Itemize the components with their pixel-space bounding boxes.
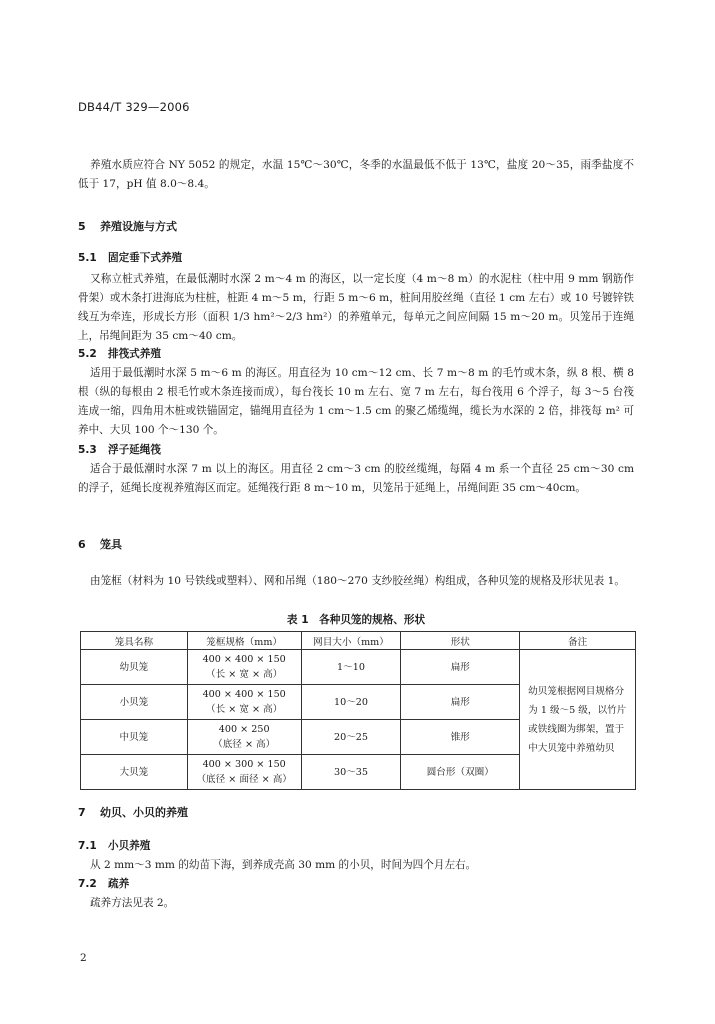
document-code-header: DB44/T 329—2006 <box>78 100 190 114</box>
cage-name-cell: 中贝笼 <box>81 720 188 755</box>
section-title: 排筏式养殖 <box>108 348 161 360</box>
section-7-2-text: 疏养方法见表 2。 <box>90 897 175 909</box>
frame-spec-legend: （底径 × 面径 × 高） <box>196 774 292 785</box>
shape-cell: 扁形 <box>401 685 520 720</box>
table-1-caption: 表 1 各种贝笼的规格、形状 <box>286 614 426 626</box>
cage-spec-table <box>80 631 636 790</box>
column-header: 笼框规格（mm） <box>187 632 301 650</box>
section-number: 5 <box>78 220 86 233</box>
section-5-1-heading <box>78 250 182 265</box>
frame-spec-cell <box>187 650 301 685</box>
frame-spec-legend: （长 × 宽 × 高） <box>206 704 283 715</box>
section-title: 小贝养殖 <box>108 840 151 852</box>
shape-cell: 圆台形（双圈） <box>401 755 520 790</box>
section-title: 固定垂下式养殖 <box>108 252 183 264</box>
frame-spec-dims: 400 × 300 × 150 <box>202 759 286 770</box>
section-5-2-heading <box>78 346 161 361</box>
frame-spec-cell <box>187 685 301 720</box>
frame-spec-legend: （长 × 宽 × 高） <box>206 669 283 680</box>
table-row <box>81 650 636 685</box>
section-title: 浮子延绳筏 <box>108 444 161 456</box>
mesh-size-cell: 20～25 <box>301 720 401 755</box>
section-title: 疏养 <box>108 878 130 890</box>
column-header: 形状 <box>401 632 520 650</box>
mesh-size-cell: 10～20 <box>301 685 401 720</box>
frame-spec-cell <box>187 755 301 790</box>
frame-spec-dims: 400 × 250 <box>218 724 270 735</box>
cage-name-cell: 大贝笼 <box>81 755 188 790</box>
section-number: 7.1 <box>78 840 97 852</box>
section-title: 养殖设施与方式 <box>100 220 177 233</box>
section-number: 6 <box>78 538 86 551</box>
section-number: 5.3 <box>78 444 97 456</box>
shape-cell: 扁形 <box>401 650 520 685</box>
section-7-1-heading <box>78 838 150 853</box>
section-6-heading <box>78 536 122 552</box>
section-5-1-text: 又称立桩式养殖，在最低潮时水深 2 m～4 m 的海区，以一定长度（4 m～8 m）的水泥柱（柱中用 9 mm 钢筋作骨架）或木条打进海底为柱桩，桩距 4 m～5 m，行距 5 m～6 m，桩间用胶丝绳（直径 1 cm 左右）或 10 号镀锌铁线互为牵连，形成长方形（面积 1/3 hm²～2/3 hm²）的养殖单元，每单元之间应间隔 15 m～20 m。贝笼吊于连绳上，吊绳间距为 35 cm～40 cm。 <box>78 273 634 342</box>
remarks-cell: 幼贝笼根据网目规格分为 1 级～5 级，以竹片或铁线圈为绑架，置于中大贝笼中养殖幼贝 <box>520 650 636 790</box>
section-5-3-heading <box>78 442 161 457</box>
section-number: 7 <box>78 806 86 819</box>
shape-cell: 锥形 <box>401 720 520 755</box>
column-header: 备注 <box>520 632 636 650</box>
section-number: 5.1 <box>78 252 97 264</box>
column-header: 网目大小（mm） <box>301 632 401 650</box>
section-number: 7.2 <box>78 878 97 890</box>
section-5-heading <box>78 218 177 234</box>
section-6-text: 由笼框（材料为 10 号铁线或塑料）、网和吊绳（180～270 支纱胶丝绳）构组成，各种贝笼的规格及形状见表 1。 <box>90 575 625 587</box>
mesh-size-cell: 30～35 <box>301 755 401 790</box>
section-number: 5.2 <box>78 348 97 360</box>
page-number: 2 <box>80 952 87 964</box>
section-5-2-text: 适用于最低潮时水深 5 m～6 m 的海区。用直径为 10 cm～12 cm、长 7 m～8 m 的毛竹或木条，纵 8 根、横 8 根（纵的每根由 2 根毛竹或木条连接而成），每台筏长 10 m 左右、宽 7 m 左右，每台筏用 6 个浮子，每 3～5 台筏连成一缩，四角用木桩或铁锚固定，锚绳用直径为 1 cm～1.5 cm 的聚乙烯缆绳，缆长为水深的 2 倍，排筏每 m² 可养中、大贝 100 个～130 个。 <box>78 367 634 436</box>
cage-name-cell: 幼贝笼 <box>81 650 188 685</box>
cage-name-cell: 小贝笼 <box>81 685 188 720</box>
section-title: 幼贝、小贝的养殖 <box>100 806 188 819</box>
section-7-heading <box>78 804 188 820</box>
section-7-1-text: 从 2 mm～3 mm 的幼苗下海，到养成壳高 30 mm 的小贝，时间为四个月左右。 <box>90 859 477 871</box>
frame-spec-legend: （底径 × 高） <box>213 739 276 750</box>
section-7-2-heading <box>78 876 129 891</box>
section-title: 笼具 <box>100 538 122 551</box>
column-header: 笼具名称 <box>81 632 188 650</box>
table-header-row <box>81 632 636 650</box>
frame-spec-cell <box>187 720 301 755</box>
water-quality-paragraph: 养殖水质应符合 NY 5052 的规定，水温 15℃～30℃，冬季的水温最低不低于 13℃，盐度 20～35，雨季盐度不低于 17，pH 值 8.0～8.4。 <box>78 159 634 190</box>
frame-spec-dims: 400 × 400 × 150 <box>202 654 286 665</box>
section-5-3-text: 适合于最低潮时水深 7 m 以上的海区。用直径 2 cm～3 cm 的胶丝缆绳，每隔 4 m 系一个直径 25 cm～30 cm 的浮子，延绳长度视养殖海区而定。延绳筏行距 8 m～10 m，贝笼吊于延绳上，吊绳间距 35 cm～40cm。 <box>78 463 634 494</box>
frame-spec-dims: 400 × 400 × 150 <box>202 689 286 700</box>
mesh-size-cell: 1～10 <box>301 650 401 685</box>
